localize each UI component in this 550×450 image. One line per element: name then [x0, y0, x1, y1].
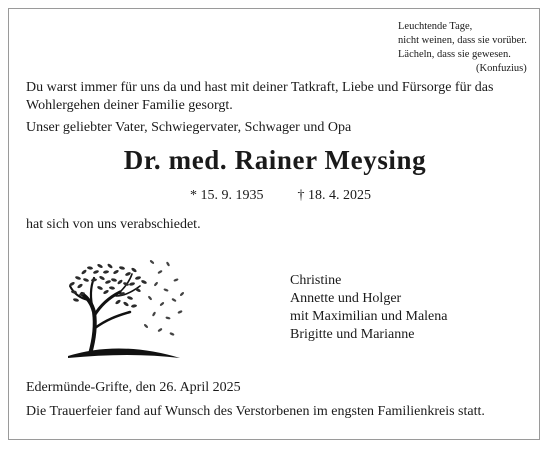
intro-text [26, 79, 536, 115]
mourner-line: mit Maximilian und Malena [290, 309, 448, 324]
mourners-list [290, 272, 447, 344]
quote-line: Leuchtende Tage, [398, 21, 473, 32]
funeral-note: Die Trauerfeier fand auf Wunsch des Verstorbenen im engsten Familienkreis statt. [26, 404, 485, 419]
farewell-text: hat sich von uns verabschiedet. [26, 217, 201, 232]
quote-author: (Konfuzius) [476, 63, 527, 74]
deceased-name: Dr. med. Rainer Meysing [123, 145, 427, 175]
relation-text: Unser geliebter Vater, Schwiegervater, Schwager und Opa [26, 120, 352, 135]
mourner-line: Brigitte und Marianne [290, 327, 415, 342]
life-dates [190, 188, 371, 204]
place-date: Edermünde-Grifte, den 26. April 2025 [26, 380, 241, 395]
mourner-line: Christine [290, 273, 342, 288]
quote-line: nicht weinen, dass sie vorüber. [398, 35, 527, 46]
death-date: † 18. 4. 2025 [297, 188, 371, 203]
mourner-line: Annette und Holger [290, 291, 402, 306]
intro-line-1: Du warst immer für uns da und hast mit deiner Tatkraft, Liebe und Fürsorge für das [26, 80, 494, 95]
quote-block [398, 20, 527, 76]
birth-date: * 15. 9. 1935 [190, 188, 264, 203]
tree-icon [60, 254, 190, 362]
quote-line: Lächeln, dass sie gewesen. [398, 49, 511, 60]
intro-line-2: Wohlergehen deiner Familie gesorgt. [26, 98, 233, 113]
